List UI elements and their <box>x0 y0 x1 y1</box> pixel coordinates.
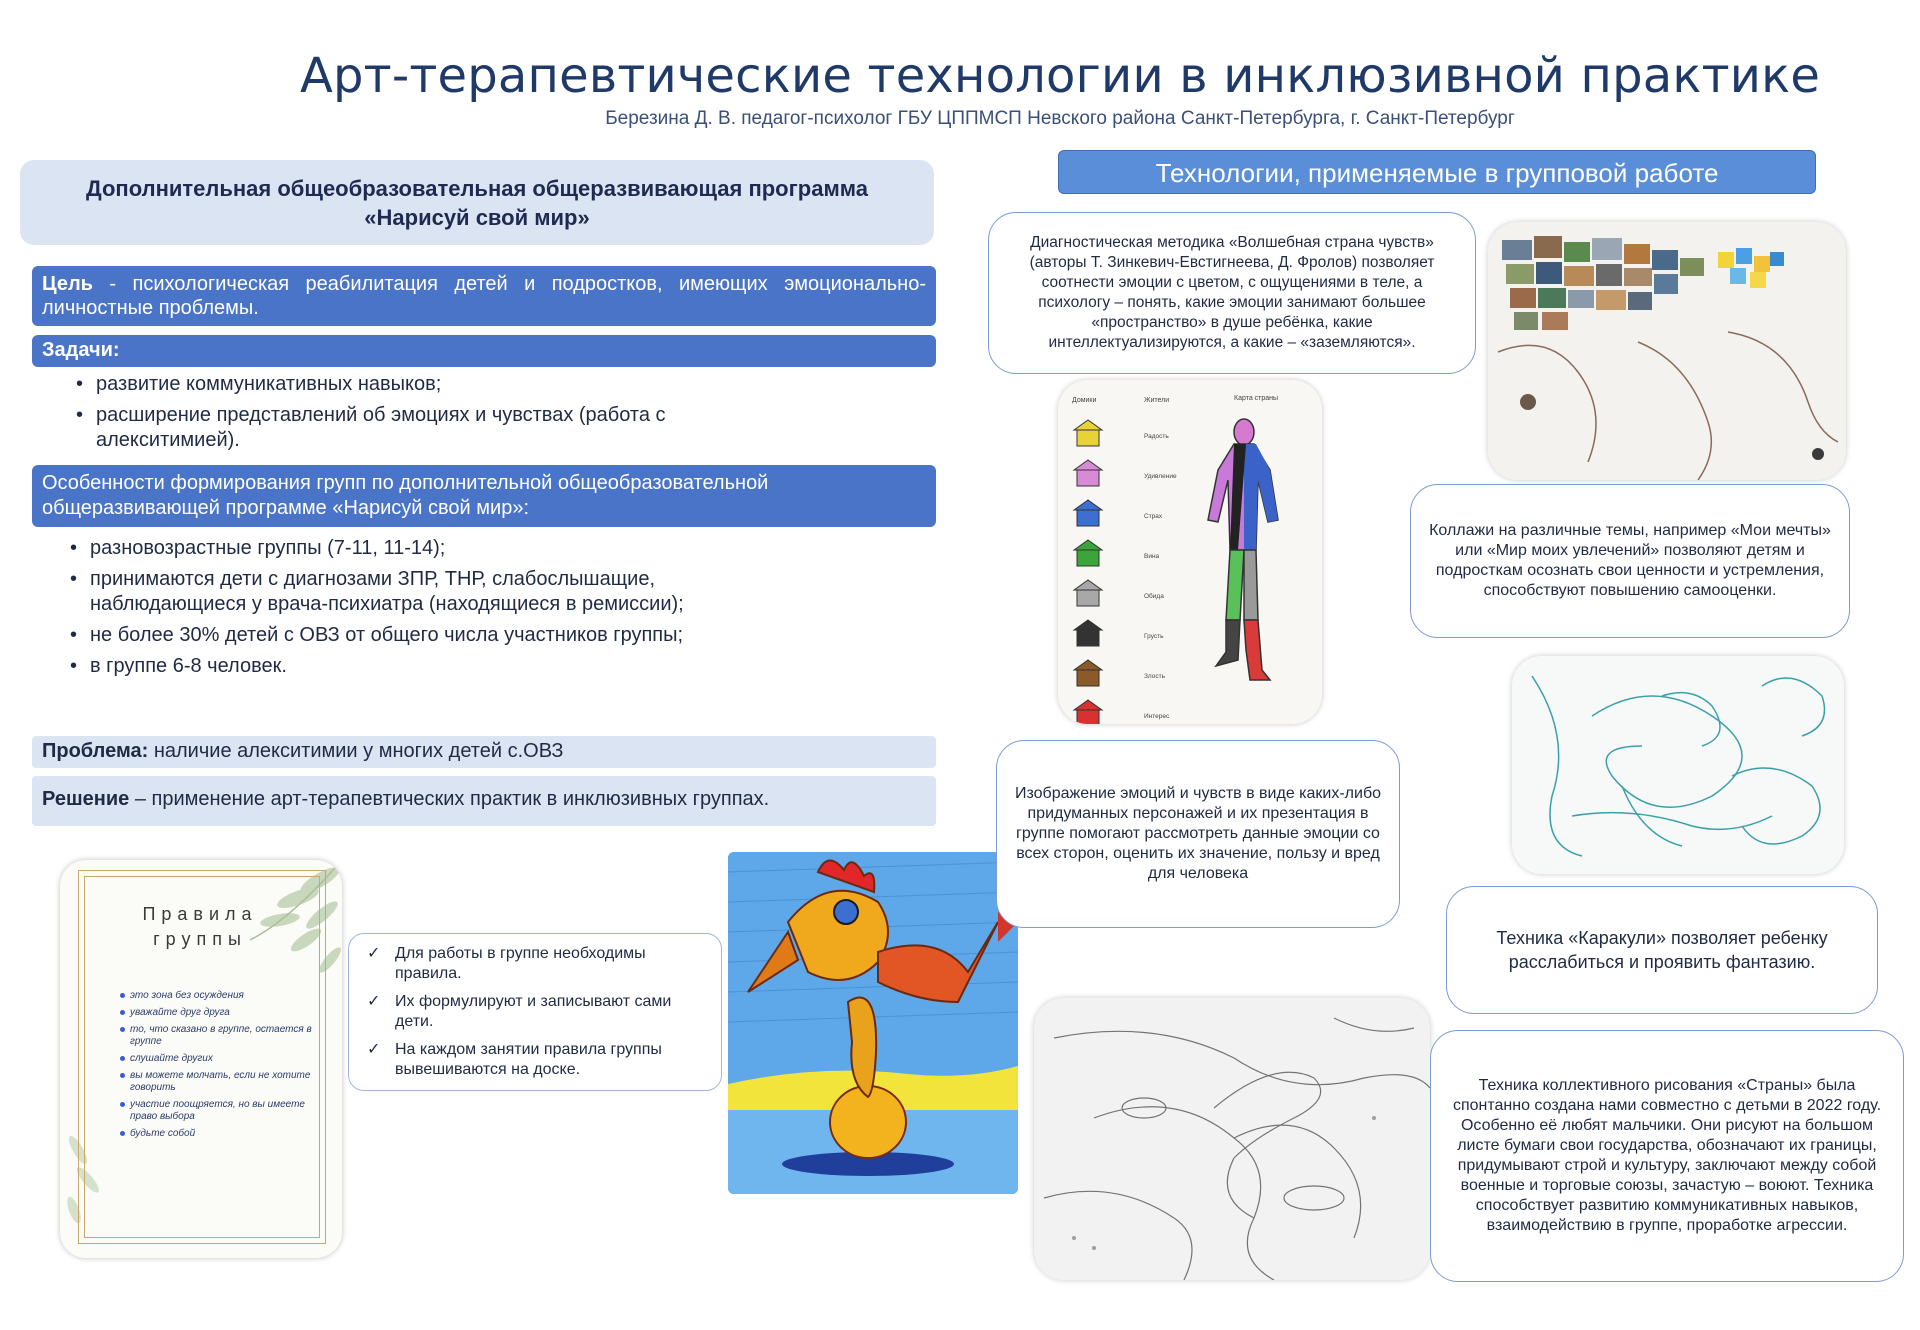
sheet-row-label: Злость <box>1144 673 1166 680</box>
check-icon: ✓ <box>367 945 381 962</box>
sheet-row-label: Интерес <box>1144 713 1170 720</box>
diagnostic-bubble: Диагностическая методика «Волшебная страна чувств» (авторы Т. Зинкевич-Евстигнеева, Д. Фролов) позволяет соотнести эмоции с цветом, с ощущениями в теле, а психологу – понять, какие эмоции занимают большее «пространство» в душе ребёнка, какие интеллектуализируются, а какие – «заземляются». <box>988 212 1476 374</box>
list-item: • расширение представлений об эмоциях и чувствах (работа с алекситимией). <box>74 403 694 453</box>
sheet-col1: Домики <box>1072 397 1097 404</box>
features-list <box>68 536 728 685</box>
list-item: • в группе 6-8 человек. <box>68 654 728 679</box>
list-item: вы можете молчать, если не хотите говорить <box>120 1070 320 1094</box>
sheet-col3: Карта страны <box>1234 395 1279 402</box>
countries-photo <box>1034 998 1430 1280</box>
solution-box <box>32 776 936 826</box>
list-item <box>359 1040 711 1080</box>
check-text: Их формулируют и записывают сами дети. <box>395 993 672 1030</box>
sheet-row-label: Удивление <box>1144 473 1177 480</box>
tasks-header: Задачи: <box>32 335 936 367</box>
rules-card <box>60 860 342 1258</box>
program-box <box>20 160 934 245</box>
sheet-row-label: Вина <box>1144 553 1160 560</box>
sheet-row-label: Грусть <box>1144 633 1164 640</box>
list-item: • принимаются дети с диагнозами ЗПР, ТНР, слабослышащие, наблюдающиеся у врача-психиатра (находящиеся в ремиссии); <box>68 567 728 617</box>
check-icon: ✓ <box>367 1041 381 1058</box>
sheet-row-label: Обида <box>1144 593 1164 600</box>
program-line1: Дополнительная общеобразовательная общеразвивающая программа <box>86 175 868 201</box>
rules-title-line1: Правила <box>142 904 258 924</box>
poster-title: Арт-терапевтические технологии в инклюзивной практике <box>299 48 1821 104</box>
program-line2: «Нарисуй свой мир» <box>364 204 590 230</box>
list-item: • не более 30% детей с ОВЗ от общего числа участников группы; <box>68 623 728 648</box>
countries-bubble: Техника коллективного рисования «Страны» была спонтанно создана нами совместно с детьми в 2022 году. Особенно её любят мальчики. Они рисуют на большом листе бумаги свои государства, обозначают их границы, придумывают строй и культуру, заключают между собой военные и торговые союзы, зачастую – воюют. Техника способствует развитию коммуникативных навыков, взаимодействию в группе, проработке агрессии. <box>1430 1030 1904 1282</box>
list-item: то, что сказано в группе, остается в группе <box>120 1024 320 1048</box>
list-item <box>359 944 711 984</box>
karakuli-bubble: Техника «Каракули» позволяет ребенку расслабиться и проявить фантазию. <box>1446 886 1878 1014</box>
list-item <box>359 992 711 1032</box>
list-item: • развитие коммуникативных навыков; <box>74 372 694 397</box>
tech-header: Технологии, применяемые в групповой работе <box>1058 150 1816 194</box>
tasks-list <box>74 372 694 459</box>
solution-text: – применение арт-терапевтических практик в инклюзивных группах. <box>129 788 770 810</box>
rules-list <box>120 990 320 1145</box>
sheet-row-label: Радость <box>1144 433 1169 440</box>
collage-photo <box>1488 222 1846 480</box>
features-header: Особенности формирования групп по дополнительной общеобразовательной общеразвивающей программе «Нарисуй свой мир»: <box>32 465 936 527</box>
list-item: это зона без осуждения <box>120 990 320 1002</box>
collage-bubble: Коллажи на различные темы, например «Мои мечты» или «Мир моих увлечений» позволяют детям и подросткам осознать свои ценности и устремления, способствуют повышению самооценки. <box>1410 484 1850 638</box>
list-item: участие поощряется, но вы имеете право выбора <box>120 1099 320 1123</box>
rules-checklist <box>348 933 722 1091</box>
solution-label: Решение <box>42 788 130 810</box>
list-item: слушайте других <box>120 1053 320 1065</box>
check-text: На каждом занятии правила группы вывешиваются на доске. <box>395 1041 662 1078</box>
list-item: • разновозрастные группы (7-11, 11-14); <box>68 536 728 561</box>
list-item: уважайте друг друга <box>120 1007 320 1019</box>
list-item: будьте собой <box>120 1128 320 1140</box>
diagnostic-sheet-photo <box>1058 380 1322 724</box>
problem-label: Проблема: <box>42 740 149 762</box>
goal-text: - психологическая реабилитация детей и подростков, имеющих эмоционально-личностные проблемы. <box>42 273 926 319</box>
poster-author: Березина Д. В. педагог-психолог ГБУ ЦППМСП Невского района Санкт-Петербурга, г. Санкт-Петербург <box>605 108 1515 129</box>
rules-title <box>100 902 300 952</box>
sheet-row-label: Страх <box>1144 513 1163 520</box>
rooster-drawing <box>728 852 1018 1194</box>
goal-box <box>32 266 936 326</box>
goal-label: Цель <box>42 273 93 295</box>
problem-text: наличие алекситимии у многих детей с.ОВЗ <box>148 740 564 762</box>
emotions-bubble: Изображение эмоций и чувств в виде каких-либо придуманных персонажей и их презентация в группе помогают рассмотреть данные эмоции со всех сторон, оценить их значение, пользу и вред для человека <box>996 740 1400 928</box>
check-text: Для работы в группе необходимы правила. <box>395 945 646 982</box>
karakuli-photo <box>1512 656 1844 874</box>
diagnostic-sheet <box>1058 380 1322 724</box>
sheet-col2: Жители <box>1144 397 1170 404</box>
problem-box <box>32 736 936 768</box>
check-icon: ✓ <box>367 993 381 1010</box>
rules-title-line2: группы <box>153 929 247 949</box>
